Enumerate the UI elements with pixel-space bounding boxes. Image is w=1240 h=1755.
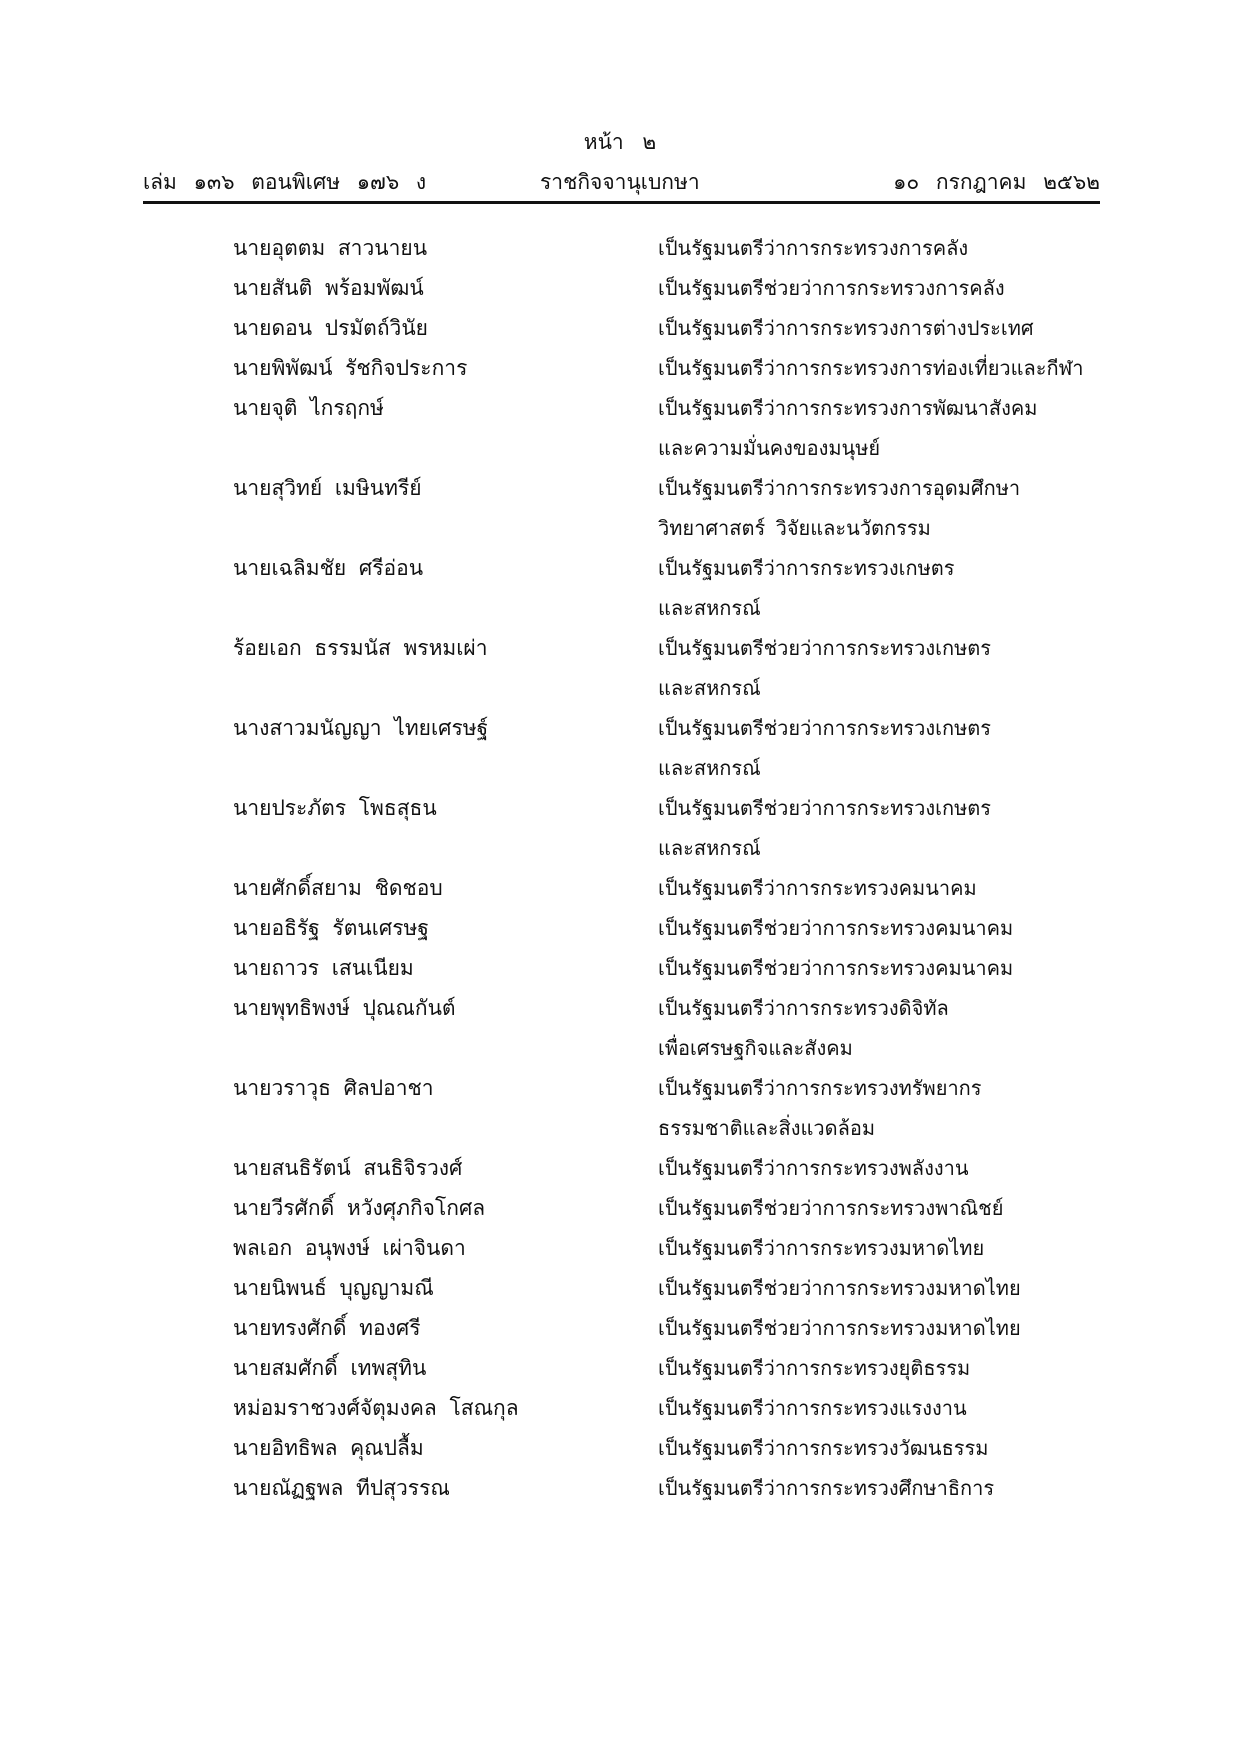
appointment-entry: [233, 1228, 1113, 1268]
appointment-entry: [233, 388, 1113, 468]
minister-name: นายอิทธิพล คุณปลื้ม: [233, 1436, 424, 1460]
minister-name: หม่อมราชวงศ์จัตุมงคล โสณกุล: [233, 1396, 519, 1420]
appointment-entry: [233, 1468, 1113, 1508]
appointment-entry: [233, 1068, 1113, 1148]
minister-name: นายเฉลิมชัย ศรีอ่อน: [233, 556, 424, 580]
gazette-header: [143, 166, 1100, 196]
minister-name: นายประภัตร โพธสุธน: [233, 796, 437, 820]
minister-position: [658, 868, 1113, 908]
appointment-entry: [233, 268, 1113, 308]
appointment-entry: [233, 468, 1113, 548]
position-line: เป็นรัฐมนตรีช่วยว่าการกระทรวงคมนาคม: [658, 956, 1014, 980]
minister-position: [658, 1148, 1113, 1188]
volume-issue: เล่ม ๑๓๖ ตอนพิเศษ ๑๗๖ ง: [143, 170, 427, 194]
minister-name: นายดอน ปรมัตถ์วินัย: [233, 316, 428, 340]
position-line: เป็นรัฐมนตรีช่วยว่าการกระทรวงพาณิชย์: [658, 1196, 1004, 1220]
minister-position: [658, 788, 1113, 868]
position-line: และสหกรณ์: [658, 756, 761, 780]
position-line: เพื่อเศรษฐกิจและสังคม: [658, 1036, 853, 1060]
minister-position: [658, 308, 1113, 348]
minister-name: นายพิพัฒน์ รัชกิจประการ: [233, 356, 468, 380]
position-line: เป็นรัฐมนตรีว่าการกระทรวงมหาดไทย: [658, 1236, 985, 1260]
position-line: และสหกรณ์: [658, 596, 761, 620]
appointment-entry: [233, 228, 1113, 268]
minister-name: นายศักดิ์สยาม ชิดชอบ: [233, 876, 443, 900]
appointment-entry: [233, 788, 1113, 868]
appointment-entry: [233, 1268, 1113, 1308]
appointment-list: [233, 228, 1113, 1508]
minister-name: นายสุวิทย์ เมษินทรีย์: [233, 476, 422, 500]
position-line: เป็นรัฐมนตรีช่วยว่าการกระทรวงคมนาคม: [658, 916, 1014, 940]
minister-position: [658, 908, 1113, 948]
minister-name: พลเอก อนุพงษ์ เผ่าจินดา: [233, 1236, 466, 1260]
appointment-entry: [233, 988, 1113, 1068]
minister-position: [658, 1228, 1113, 1268]
position-line: เป็นรัฐมนตรีว่าการกระทรวงการต่างประเทศ: [658, 316, 1034, 340]
position-line: วิทยาศาสตร์ วิจัยและนวัตกรรม: [658, 516, 931, 540]
appointment-entry: [233, 1308, 1113, 1348]
header-divider: [143, 201, 1100, 204]
minister-name: นายวราวุธ ศิลปอาชา: [233, 1076, 434, 1100]
position-line: เป็นรัฐมนตรีว่าการกระทรวงคมนาคม: [658, 876, 977, 900]
minister-name: นายอุตตม สาวนายน: [233, 236, 428, 260]
position-line: และสหกรณ์: [658, 676, 761, 700]
position-line: เป็นรัฐมนตรีช่วยว่าการกระทรวงมหาดไทย: [658, 1276, 1021, 1300]
minister-name: นายพุทธิพงษ์ ปุณณกันต์: [233, 996, 456, 1020]
appointment-entry: [233, 628, 1113, 708]
minister-name: นายอธิรัฐ รัตนเศรษฐ: [233, 916, 429, 940]
appointment-entry: [233, 708, 1113, 788]
minister-position: [658, 268, 1113, 308]
minister-name: นายจุติ ไกรฤกษ์: [233, 396, 384, 420]
position-line: เป็นรัฐมนตรีช่วยว่าการกระทรวงการคลัง: [658, 276, 1005, 300]
appointment-entry: [233, 1348, 1113, 1388]
position-line: ธรรมชาติและสิ่งแวดล้อม: [658, 1116, 876, 1140]
position-line: เป็นรัฐมนตรีว่าการกระทรวงทรัพยากร: [658, 1076, 982, 1100]
minister-name: นายณัฏฐพล ทีปสุวรรณ: [233, 1476, 450, 1500]
appointment-entry: [233, 908, 1113, 948]
minister-position: [658, 708, 1113, 788]
position-line: เป็นรัฐมนตรีว่าการกระทรวงศึกษาธิการ: [658, 1476, 995, 1500]
position-line: เป็นรัฐมนตรีว่าการกระทรวงการอุดมศึกษา: [658, 476, 1021, 500]
page-number: หน้า ๒: [583, 130, 657, 154]
appointment-entry: [233, 1428, 1113, 1468]
minister-position: [658, 948, 1113, 988]
position-line: และความมั่นคงของมนุษย์: [658, 436, 881, 460]
minister-position: [658, 348, 1113, 388]
appointment-entry: [233, 348, 1113, 388]
minister-name: นายสันติ พร้อมพัฒน์: [233, 276, 424, 300]
appointment-entry: [233, 948, 1113, 988]
minister-position: [658, 1268, 1113, 1308]
position-line: เป็นรัฐมนตรีว่าการกระทรวงยุติธรรม: [658, 1356, 971, 1380]
position-line: เป็นรัฐมนตรีว่าการกระทรวงวัฒนธรรม: [658, 1436, 989, 1460]
minister-position: [658, 1388, 1113, 1428]
minister-name: นายวีรศักดิ์ หวังศุภกิจโกศล: [233, 1196, 486, 1220]
appointment-entry: [233, 1148, 1113, 1188]
minister-position: [658, 228, 1113, 268]
position-line: เป็นรัฐมนตรีว่าการกระทรวงดิจิทัล: [658, 996, 949, 1020]
minister-position: [658, 1308, 1113, 1348]
position-line: และสหกรณ์: [658, 836, 761, 860]
minister-name: นางสาวมนัญญา ไทยเศรษฐ์: [233, 716, 489, 740]
minister-position: [658, 1348, 1113, 1388]
minister-position: [658, 1188, 1113, 1228]
position-line: เป็นรัฐมนตรีช่วยว่าการกระทรวงเกษตร: [658, 796, 992, 820]
minister-name: นายสมศักดิ์ เทพสุทิน: [233, 1356, 427, 1380]
gazette-name: ราชกิจจานุเบกษา: [540, 170, 700, 194]
minister-position: [658, 548, 1113, 628]
appointment-entry: [233, 1388, 1113, 1428]
position-line: เป็นรัฐมนตรีช่วยว่าการกระทรวงเกษตร: [658, 716, 992, 740]
appointment-entry: [233, 1188, 1113, 1228]
appointment-entry: [233, 868, 1113, 908]
minister-position: [658, 628, 1113, 708]
appointment-entry: [233, 548, 1113, 628]
position-line: เป็นรัฐมนตรีว่าการกระทรวงการพัฒนาสังคม: [658, 396, 1038, 420]
minister-name: นายถาวร เสนเนียม: [233, 956, 414, 980]
minister-position: [658, 1428, 1113, 1468]
position-line: เป็นรัฐมนตรีว่าการกระทรวงแรงงาน: [658, 1396, 967, 1420]
position-line: เป็นรัฐมนตรีว่าการกระทรวงพลังงาน: [658, 1156, 969, 1180]
minister-name: ร้อยเอก ธรรมนัส พรหมเผ่า: [233, 636, 488, 660]
minister-position: [658, 1468, 1113, 1508]
minister-name: นายทรงศักดิ์ ทองศรี: [233, 1316, 421, 1340]
minister-position: [658, 1068, 1113, 1148]
appointment-entry: [233, 308, 1113, 348]
minister-position: [658, 988, 1113, 1068]
minister-name: นายนิพนธ์ บุญญามณี: [233, 1276, 434, 1300]
position-line: เป็นรัฐมนตรีช่วยว่าการกระทรวงมหาดไทย: [658, 1316, 1021, 1340]
minister-position: [658, 388, 1113, 468]
minister-position: [658, 468, 1113, 548]
publication-date: ๑๐ กรกฎาคม ๒๕๖๒: [893, 170, 1100, 194]
position-line: เป็นรัฐมนตรีว่าการกระทรวงการคลัง: [658, 236, 969, 260]
position-line: เป็นรัฐมนตรีว่าการกระทรวงเกษตร: [658, 556, 955, 580]
position-line: เป็นรัฐมนตรีว่าการกระทรวงการท่องเที่ยวและกีฬา: [658, 356, 1084, 380]
position-line: เป็นรัฐมนตรีช่วยว่าการกระทรวงเกษตร: [658, 636, 992, 660]
minister-name: นายสนธิรัตน์ สนธิจิรวงศ์: [233, 1156, 463, 1180]
